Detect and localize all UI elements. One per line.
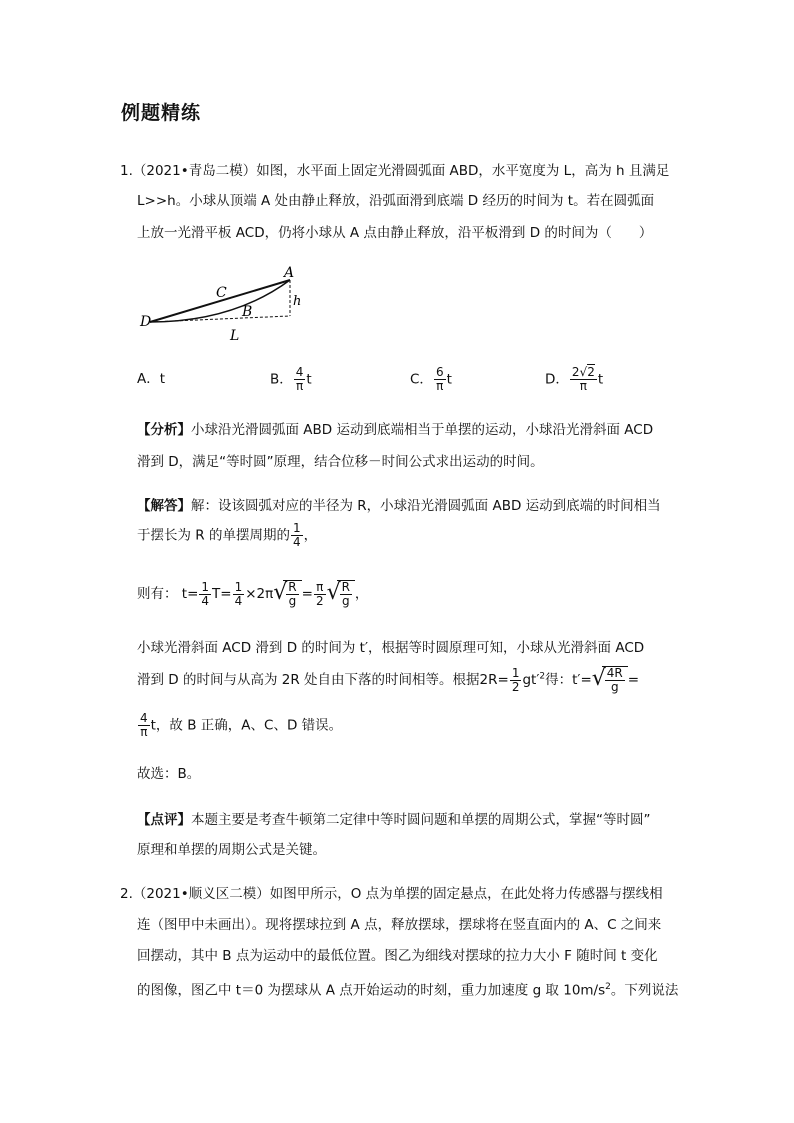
option-c-denominator: π (436, 379, 444, 393)
q1-line-3: 上放一光滑平板 ACD，仍将小球从 A 点由静止释放，沿平板滑到 D 的时间为（ ） (137, 225, 653, 241)
q1-line-2: L>>h。小球从顶端 A 处由静止释放，沿弧面滑到底端 D 经历的时间为 t。若在圆弧面 (137, 193, 655, 209)
solution-line-2 (137, 522, 317, 549)
analysis-line-1 (137, 420, 653, 440)
option-a: A．t (137, 371, 166, 387)
fall-eq-sqrt: √ $\frac{4R}{g}$ (592, 666, 628, 694)
figure-baseline-l (150, 316, 290, 322)
eq-sqrt-1-den: g (288, 594, 297, 608)
eq-frac-3 (314, 581, 326, 608)
option-b-fraction (294, 366, 306, 393)
q2-line-4-text: 的图像，图乙中 t＝0 为摆球从 A 点开始运动的时刻，重力加速度 g 取 10m/s (137, 982, 606, 999)
eq-frac-1-den: 4 (201, 593, 210, 608)
eq-sqrt-1: √ $\frac{R}{g}$ (273, 580, 301, 608)
quarter-fraction (291, 522, 303, 549)
q2-line-4 (137, 977, 678, 1001)
solution-line-3: 小球光滑斜面 ACD 滑到 D 的时间为 t′，根据等时圆原理可知，小球从光滑斜面 ACD (137, 640, 645, 656)
figure-label-d: D (140, 314, 152, 330)
quarter-denominator: 4 (292, 535, 301, 549)
eq-end: ， (354, 586, 369, 602)
quarter-numerator: 1 (292, 521, 301, 535)
solution-text-4: 滑到 D 的时间与从高为 2R 处自由下落的时间相等。根据 (137, 672, 480, 688)
option-c-prefix: C． (410, 371, 433, 388)
q1-line-1: 1.（2021•青岛二模）如图，水平面上固定光滑圆弧面 ABD，水平宽度为 L，高为 h 且满足 (120, 163, 670, 179)
solution-text-2-end: ， (303, 527, 318, 544)
q2-line-2: 连（图甲中未画出）。现将摆球拉到 A 点，释放摆球，摆球将在竖直面内的 A、C 之间来 (137, 917, 662, 933)
solution-tag: 【解答】 (137, 498, 191, 514)
q2-line-3: 回摆动，其中 B 点为运动中的最低位置。图乙为细线对摆球的拉力大小 F 随时间 t 变化 (137, 948, 658, 964)
option-c-fraction (434, 366, 446, 393)
final-fraction (138, 712, 150, 739)
equation-line (137, 580, 368, 608)
eq-T: T= (212, 586, 232, 602)
eq-prefix: 则有： (137, 586, 178, 602)
q1-figure (138, 262, 308, 347)
solution-text-5: t，故 B 正确，A、C、D 错误。 (150, 717, 343, 734)
half-numerator: 1 (511, 665, 520, 680)
fall-eq-sqrt-frac (605, 667, 625, 694)
half-fraction (510, 667, 522, 694)
solution-line-5 (137, 712, 342, 739)
solution-text-4b: 得：t′ (545, 672, 581, 688)
solution-text-2: 于摆长为 R 的单摆周期的 (137, 527, 290, 544)
half-denominator: 2 (511, 679, 520, 694)
option-b (270, 366, 312, 393)
option-d-prefix: D． (545, 371, 569, 388)
option-d (545, 366, 603, 393)
q2-line-4-sup: 2 (605, 982, 611, 992)
eq-frac-3-den: 2 (315, 593, 324, 608)
eq-sqrt-2-num: R (341, 580, 350, 594)
solution-line-4 (137, 666, 639, 694)
eq-times: ×2π (245, 586, 274, 602)
eq-equals: = (301, 586, 313, 602)
eq-frac-3-num: π (314, 581, 326, 595)
analysis-tag: 【分析】 (137, 422, 191, 438)
fall-eq-sqrt-den: g (610, 680, 619, 694)
eq-sqrt-1-num: R (288, 580, 297, 594)
section-heading: 例题精练 (121, 102, 202, 124)
eq-frac-2 (233, 581, 245, 608)
fall-eq-equals: = (580, 672, 592, 688)
eq-sqrt-2-den: g (341, 594, 350, 608)
fall-eq-sqrt-num: 4R (606, 666, 623, 680)
option-c-numerator: 6 (435, 365, 444, 379)
answer-choice: 故选：B。 (137, 766, 201, 782)
option-d-numerator: 2√2 (571, 365, 595, 379)
option-d-suffix: t (597, 371, 604, 388)
eq-sqrt-2-frac (340, 581, 352, 608)
eq-frac-2-den: 4 (234, 593, 243, 608)
eq-sqrt-2: √ $\frac{R}{g}$ (327, 580, 355, 608)
solution-text-1: 解：设该圆弧对应的半径为 R，小球沿光滑圆弧面 ABD 运动到底端的时间相当 (191, 498, 661, 514)
figure-label-a: A (284, 265, 295, 281)
option-b-prefix: B． (270, 371, 293, 388)
q2-line-1: 2.（2021•顺义区二模）如图甲所示，O 点为单摆的固定悬点，在此处将力传感器与摆线相 (120, 886, 663, 902)
eq-frac-1-num: 1 (201, 579, 210, 594)
solution-line-1 (137, 496, 661, 516)
option-c-suffix: t (446, 371, 452, 388)
option-d-radicand: 2 (587, 365, 595, 379)
comment-text-1: 本题主要是考查牛顿第二定律中等时圆问题和单摆的周期公式，掌握“等时圆” (191, 812, 651, 828)
fall-eq-gt: gt′ (522, 672, 540, 688)
figure-label-h: h (293, 294, 302, 309)
option-b-suffix: t (306, 371, 312, 388)
eq-t: t= (181, 586, 199, 602)
option-b-denominator: π (295, 379, 304, 393)
fall-eq-end: = (627, 672, 640, 688)
comment-line-1 (137, 810, 651, 830)
figure-label-b: B (242, 304, 253, 320)
final-numerator: 4 (140, 711, 148, 725)
option-d-fraction (570, 366, 597, 393)
comment-line-2: 原理和单摆的周期公式是关键。 (137, 842, 326, 858)
q2-line-4-end: 。下列说法 (610, 982, 679, 999)
eq-frac-2-num: 1 (234, 579, 243, 594)
fall-eq-lhs: 2R= (479, 672, 509, 688)
comment-tag: 【点评】 (137, 812, 191, 828)
figure-label-l: L (230, 328, 240, 344)
option-d-coef: 2 (571, 365, 580, 379)
analysis-line-2: 滑到 D，满足“等时圆”原理，结合位移－时间公式求出运动的时间。 (137, 454, 544, 470)
option-b-numerator: 4 (295, 365, 304, 379)
eq-frac-1 (199, 581, 211, 608)
analysis-text-1: 小球沿光滑圆弧面 ABD 运动到底端相当于单摆的运动，小球沿光滑斜面 ACD (191, 422, 654, 438)
fall-eq-square: 2 (539, 671, 546, 682)
figure-label-c: C (216, 285, 227, 301)
final-denominator: π (140, 725, 148, 739)
option-c (410, 366, 452, 393)
option-d-denominator: π (579, 379, 587, 393)
eq-sqrt-1-frac (286, 581, 298, 608)
